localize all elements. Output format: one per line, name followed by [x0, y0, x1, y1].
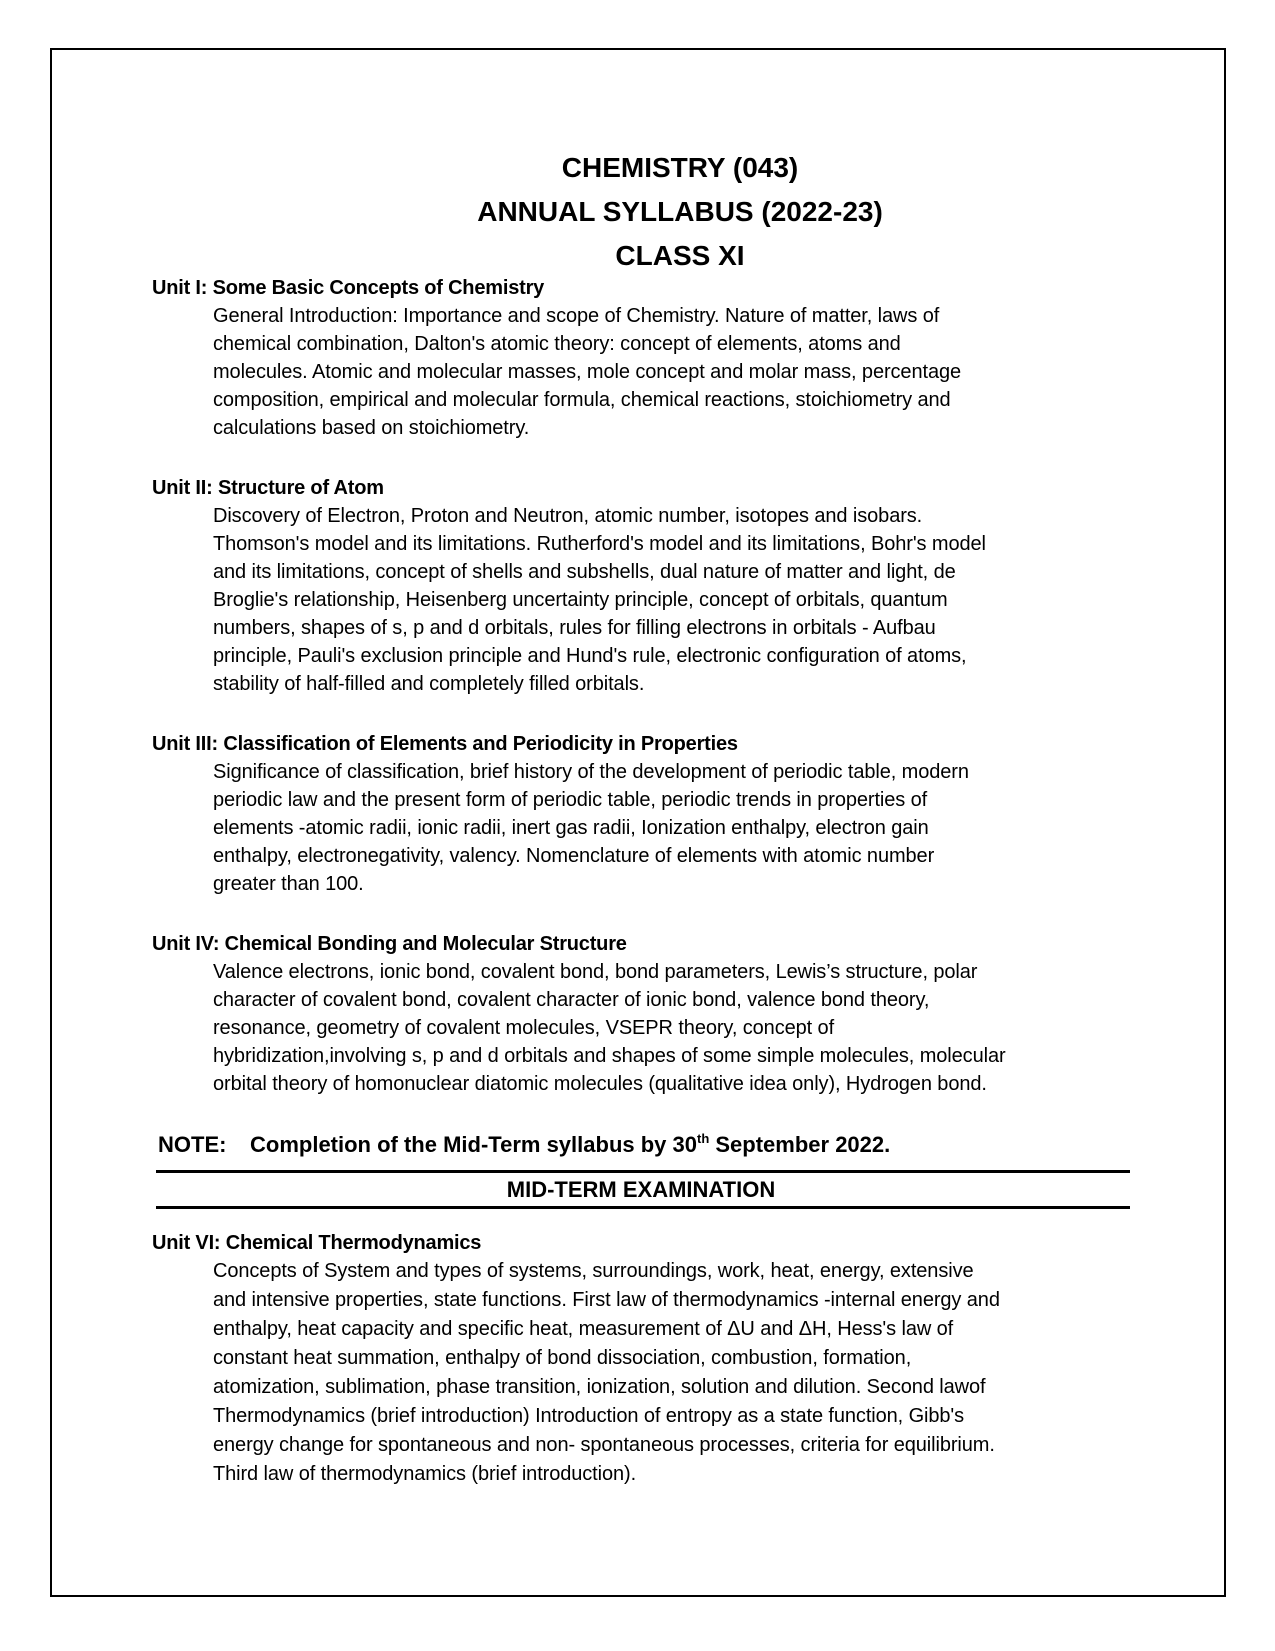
paragraph-line: Thermodynamics (brief introduction) Introduction of entropy as a state function, Gibb's — [213, 1405, 965, 1427]
paragraph-line: constant heat summation, enthalpy of bond dissociation, combustion, formation, — [213, 1347, 912, 1369]
paragraph-line: General Introduction: Importance and scope of Chemistry. Nature of matter, laws of — [213, 305, 940, 327]
unit-heading: Unit III: Classification of Elements and Periodicity in Properties — [152, 733, 738, 755]
syllabus-sections-before-midterm — [152, 274, 1130, 1098]
note-superscript: th — [696, 1131, 710, 1146]
paragraph-line: orbital theory of homonuclear diatomic molecules (qualitative idea only), Hydrogen bond. — [213, 1073, 987, 1095]
document-title: CHEMISTRY (043) — [561, 152, 799, 183]
unit-heading: Unit VI: Chemical Thermodynamics — [152, 1232, 482, 1254]
unit-paragraph — [213, 1257, 1130, 1489]
paragraph-line: greater than 100. — [213, 873, 364, 895]
title-block — [152, 146, 1130, 278]
unit-section — [152, 274, 1130, 442]
paragraph-line: molecules. Atomic and molecular masses, mole concept and molar mass, percentage — [213, 361, 962, 383]
note-text-after: September 2022. — [709, 1132, 891, 1157]
unit-paragraph — [213, 502, 1130, 698]
paragraph-line: numbers, shapes of s, p and d orbitals, rules for filling electrons in orbitals - Aufbau — [213, 617, 936, 639]
paragraph-line: composition, empirical and molecular formula, chemical reactions, stoichiometry and — [213, 389, 951, 411]
paragraph-line: periodic law and the present form of periodic table, periodic trends in properties of — [213, 789, 928, 811]
page-content — [152, 0, 1130, 1489]
paragraph-line: energy change for spontaneous and non- spontaneous processes, criteria for equilibrium. — [213, 1434, 995, 1456]
unit-heading: Unit IV: Chemical Bonding and Molecular Structure — [152, 933, 627, 955]
paragraph-line: Significance of classification, brief history of the development of periodic table, modern — [213, 761, 969, 783]
paragraph-line: Third law of thermodynamics (brief introduction). — [213, 1463, 637, 1485]
note-line — [152, 1130, 1130, 1163]
unit-heading: Unit I: Some Basic Concepts of Chemistry — [152, 277, 545, 299]
paragraph-line: and intensive properties, state functions. First law of thermodynamics -internal energy and — [213, 1289, 1000, 1311]
paragraph-line: Concepts of System and types of systems, surroundings, work, heat, energy, extensive — [213, 1260, 974, 1282]
unit-section — [152, 730, 1130, 898]
note-text: Completion of the Mid-Term syllabus by 30 — [250, 1132, 697, 1157]
midterm-banner-text: MID-TERM EXAMINATION — [506, 1177, 776, 1202]
banner-rule-bottom — [156, 1206, 1130, 1209]
paragraph-line: hybridization,involving s, p and d orbitals and shapes of some simple molecules, molecular — [213, 1045, 1006, 1067]
paragraph-line: Broglie's relationship, Heisenberg uncertainty principle, concept of orbitals, quantum — [213, 589, 948, 611]
paragraph-line: and its limitations, concept of shells and subshells, dual nature of matter and light, de — [213, 561, 956, 583]
paragraph-line: stability of half-filled and completely filled orbitals. — [213, 673, 645, 695]
paragraph-line: Valence electrons, ionic bond, covalent bond, bond parameters, Lewis’s structure, polar — [213, 961, 978, 983]
unit-paragraph — [213, 758, 1130, 898]
unit-paragraph — [213, 302, 1130, 442]
paragraph-line: resonance, geometry of covalent molecules, VSEPR theory, concept of — [213, 1017, 835, 1039]
paragraph-line: calculations based on stoichiometry. — [213, 417, 530, 439]
document-class: CLASS XI — [615, 240, 745, 271]
midterm-banner — [152, 1170, 1130, 1209]
paragraph-line: chemical combination, Dalton's atomic theory: concept of elements, atoms and — [213, 333, 901, 355]
note-label: NOTE: — [158, 1132, 227, 1157]
paragraph-line: Discovery of Electron, Proton and Neutron, atomic number, isotopes and isobars. — [213, 505, 923, 527]
document-subtitle: ANNUAL SYLLABUS (2022-23) — [477, 196, 883, 227]
unit-paragraph — [213, 958, 1130, 1098]
unit-section — [152, 930, 1130, 1098]
unit-section — [152, 1229, 1130, 1489]
paragraph-line: atomization, sublimation, phase transition, ionization, solution and dilution. Second lawof — [213, 1376, 986, 1398]
unit-section — [152, 474, 1130, 698]
unit-heading: Unit II: Structure of Atom — [152, 477, 384, 499]
paragraph-line: character of covalent bond, covalent character of ionic bond, valence bond theory, — [213, 989, 930, 1011]
paragraph-line: enthalpy, heat capacity and specific heat, measurement of ΔU and ΔH, Hess's law of — [213, 1318, 954, 1340]
paragraph-line: principle, Pauli's exclusion principle and Hund's rule, electronic configuration of atoms, — [213, 645, 967, 667]
paragraph-line: elements -atomic radii, ionic radii, inert gas radii, Ionization enthalpy, electron gain — [213, 817, 929, 839]
paragraph-line: Thomson's model and its limitations. Rutherford's model and its limitations, Bohr's model — [213, 533, 986, 555]
paragraph-line: enthalpy, electronegativity, valency. Nomenclature of elements with atomic number — [213, 845, 935, 867]
syllabus-sections-after-midterm — [152, 1229, 1130, 1489]
